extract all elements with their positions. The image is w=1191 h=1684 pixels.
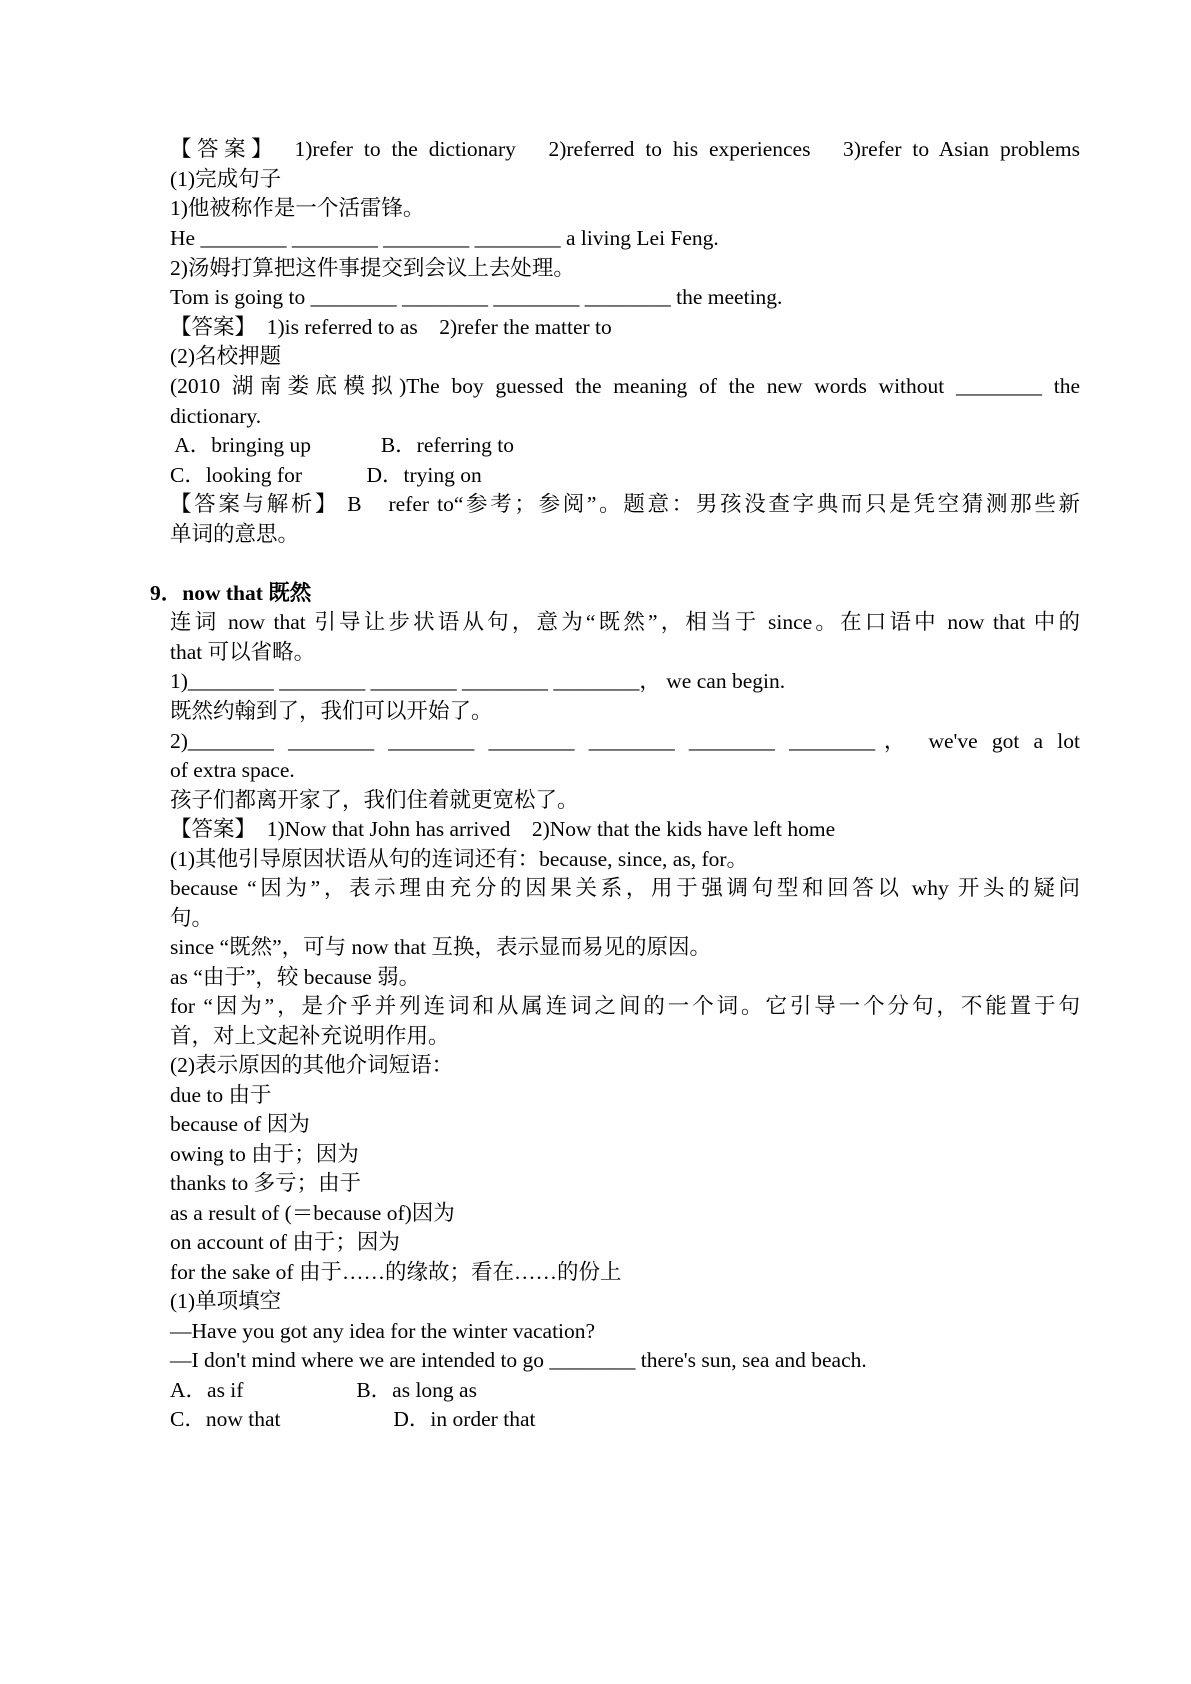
phrase-because-of: because of 因为 xyxy=(170,1112,310,1136)
phrase-due-to: due to 由于 xyxy=(170,1083,272,1107)
note-as: as “由于”，较 because 弱。 xyxy=(170,965,421,989)
note-since: since “既然”，可与 now that 互换，表示显而易见的原因。 xyxy=(170,935,712,959)
exercise-prompt-2: 2)汤姆打算把这件事提交到会议上去处理。 xyxy=(170,256,575,280)
subheading-school-exam: (2)名校押题 xyxy=(170,344,282,368)
note-for-line-2: 首，对上文起补充说明作用。 xyxy=(170,1024,450,1048)
exercise-blank-2: 2)________ ________ ________ ________ ________ ________ ________， we've got a lot xyxy=(170,729,1080,753)
exercise-blank-2-cont: of extra space. xyxy=(170,758,295,782)
phrase-for-the-sake-of: for the sake of 由于……的缘故；看在……的份上 xyxy=(170,1260,622,1284)
phrase-owing-to: owing to 由于；因为 xyxy=(170,1142,359,1166)
phrase-thanks-to: thanks to 多亏；由于 xyxy=(170,1171,362,1195)
note-for-line-1: for “因为”，是介乎并列连词和从属连词之间的一个词。它引导一个分句，不能置于句 xyxy=(170,994,1080,1018)
dialogue-line-1: —Have you got any idea for the winter vacation? xyxy=(170,1319,596,1343)
exam-question-line-1: (2010 湖南娄底模拟)The boy guessed the meaning of the new words without ________ the xyxy=(170,374,1080,398)
exercise-translation-2: 孩子们都离开家了，我们住着就更宽松了。 xyxy=(170,788,579,812)
subheading-single-choice: (1)单项填空 xyxy=(170,1289,282,1313)
phrase-as-a-result-of: as a result of (＝because of)因为 xyxy=(170,1201,455,1225)
exercise-translation-1: 既然约翰到了，我们可以开始了。 xyxy=(170,699,493,723)
answer-analysis-line-1: 【答案与解析】 B refer to“参考；参阅”。题意：男孩没查字典而只是凭空猜测那些新 xyxy=(170,492,1080,516)
answer-line-1: 【答案】 1)refer to the dictionary 2)referred to his experiences 3)refer to Asian problems xyxy=(170,137,1080,161)
answer-analysis-line-2: 单词的意思。 xyxy=(170,522,300,546)
exercise-prompt-1: 1)他被称作是一个活雷锋。 xyxy=(170,196,425,220)
subheading-complete-sentences: (1)完成句子 xyxy=(170,167,282,191)
note-prepositional-phrases: (2)表示原因的其他介词短语： xyxy=(170,1053,454,1077)
note-other-conjunctions: (1)其他引导原因状语从句的连词还有：because, since, as, for。 xyxy=(170,847,749,871)
phrase-on-account-of: on account of 由于；因为 xyxy=(170,1230,400,1254)
exercise-sentence-1: He ________ ________ ________ ________ a living Lei Feng. xyxy=(170,226,719,250)
dialogue-line-2: —I don't mind where we are intended to go ________ there's sun, sea and beach. xyxy=(170,1348,867,1372)
exercise-sentence-2: Tom is going to ________ ________ ________ ________ the meeting. xyxy=(170,285,783,309)
answer-line-2: 【答案】 1)is referred to as 2)refer the matter to xyxy=(170,315,612,339)
exam-question-line-2: dictionary. xyxy=(170,404,262,428)
choice-options-ab: A．as if B．as long as xyxy=(170,1378,477,1402)
section-heading-now-that: 9．now that 既然 xyxy=(150,581,312,605)
note-because-line-1: because “因为”，表示理由充分的因果关系，用于强调句型和回答以 why 开头的疑问 xyxy=(170,876,1080,900)
explanation-line-2: that 可以省略。 xyxy=(170,640,316,664)
options-line-ab: A．bringing up B．referring to xyxy=(170,433,514,457)
answer-line-3: 【答案】 1)Now that John has arrived 2)Now that the kids have left home xyxy=(170,817,836,841)
choice-options-cd: C．now that D．in order that xyxy=(170,1407,536,1431)
exercise-blank-1: 1)________ ________ ________ ________ ________， we can begin. xyxy=(170,669,786,693)
note-because-line-2: 句。 xyxy=(170,906,214,930)
options-line-cd: C．looking for D．trying on xyxy=(170,463,482,487)
explanation-line-1: 连词 now that 引导让步状语从句，意为“既然”，相当于 since。在口语中 now that 中的 xyxy=(170,610,1080,634)
